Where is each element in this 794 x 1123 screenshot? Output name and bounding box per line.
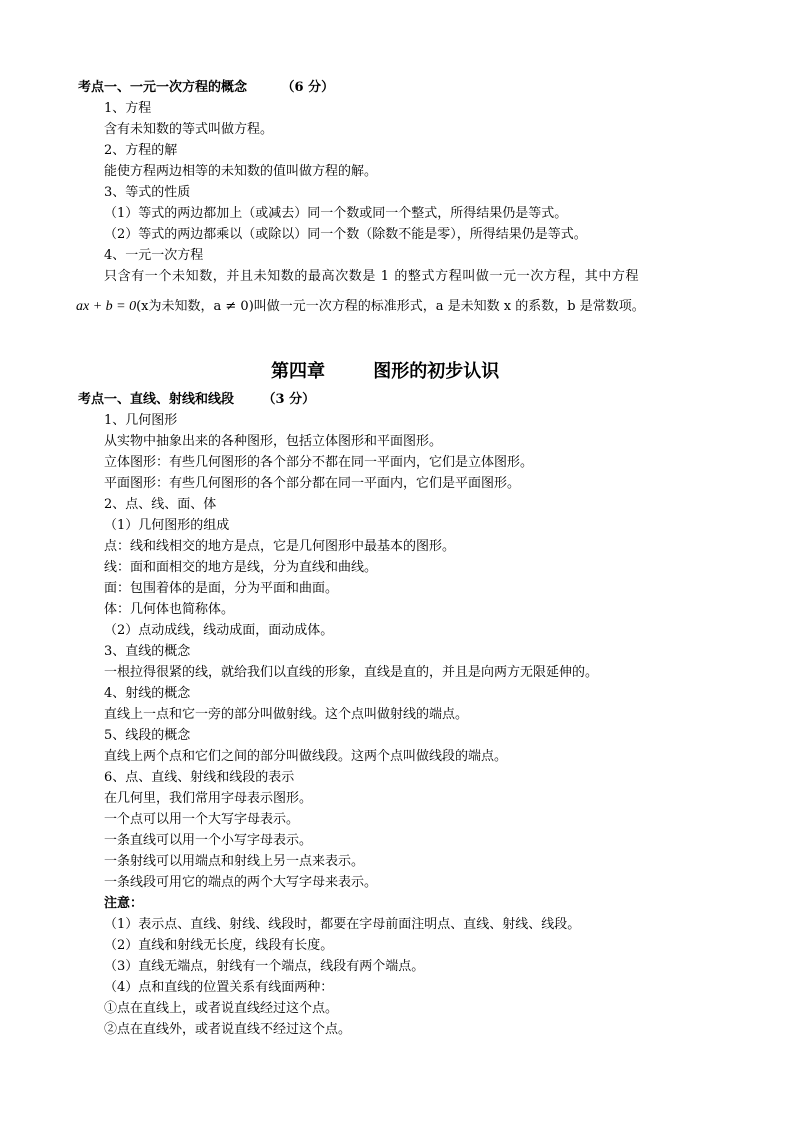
paragraph: 平面图形：有些几何图形的各个部分都在同一平面内，它们是平面图形。 bbox=[104, 476, 521, 491]
chapter-name: 图形的初步认识 bbox=[373, 361, 500, 382]
subheading-equation-solution: 2、方程的解 bbox=[104, 143, 178, 158]
note-item: （1）表示点、直线、射线、线段时，都要在字母前面注明点、直线、射线、线段。 bbox=[104, 917, 581, 932]
paragraph: （2）点动成线，线动成面，面动成体。 bbox=[104, 623, 334, 638]
subheading-ray-concept: 4、射线的概念 bbox=[104, 686, 191, 701]
note-item: ①点在直线上，或者说直线经过这个点。 bbox=[104, 1001, 339, 1016]
section-heading-text: 考点一、一元一次方程的概念 bbox=[78, 80, 248, 95]
section-heading-equation-concept bbox=[78, 78, 334, 97]
paragraph: 线：面和面相交的地方是线，分为直线和曲线。 bbox=[104, 560, 378, 575]
section-heading-lines-rays-segments bbox=[78, 390, 315, 409]
subheading-geometric-figures: 1、几何图形 bbox=[104, 413, 178, 428]
section-score: （3 分） bbox=[262, 392, 316, 407]
note-label: 注意： bbox=[104, 896, 144, 911]
paragraph: 直线上两个点和它们之间的部分叫做线段。这两个点叫做线段的端点。 bbox=[104, 749, 508, 764]
paragraph: 一根拉得很紧的线，就给我们以直线的形象，直线是直的，并且是向两方无限延伸的。 bbox=[104, 665, 599, 680]
paragraph: 体：几何体也简称体。 bbox=[104, 602, 235, 617]
paragraph: 点：线和线相交的地方是点，它是几何图形中最基本的图形。 bbox=[104, 539, 456, 554]
paragraph: 能使方程两边相等的未知数的值叫做方程的解。 bbox=[104, 164, 378, 179]
paragraph: 直线上一点和它一旁的部分叫做射线。这个点叫做射线的端点。 bbox=[104, 707, 469, 722]
paragraph: 从实物中抽象出来的各种图形，包括立体图形和平面图形。 bbox=[104, 434, 443, 449]
chapter-title bbox=[271, 357, 499, 383]
subheading-line-concept: 3、直线的概念 bbox=[104, 644, 191, 659]
note-item: （4）点和直线的位置关系有线面两种： bbox=[104, 980, 334, 995]
section-score: （6 分） bbox=[281, 80, 335, 95]
paragraph: 一条直线可以用一个小写字母表示。 bbox=[104, 833, 313, 848]
paragraph: （2）等式的两边都乘以（或除以）同一个数（除数不能是零），所得结果仍是等式。 bbox=[104, 227, 587, 242]
subheading-point-line-surface-solid: 2、点、线、面、体 bbox=[104, 497, 217, 512]
subheading-segment-concept: 5、线段的概念 bbox=[104, 728, 191, 743]
paragraph: 只含有一个未知数，并且未知数的最高次数是 1 的整式方程叫做一元一次方程，其中方程 bbox=[104, 269, 640, 284]
paragraph: 一个点可以用一个大写字母表示。 bbox=[104, 812, 300, 827]
note-item: （2）直线和射线无长度，线段有长度。 bbox=[104, 938, 334, 953]
paragraph: 面：包围着体的是面，分为平面和曲面。 bbox=[104, 581, 339, 596]
equation-paragraph bbox=[76, 297, 645, 316]
paragraph: 含有未知数的等式叫做方程。 bbox=[104, 122, 274, 137]
subheading-equality-properties: 3、等式的性质 bbox=[104, 185, 191, 200]
paragraph: 在几何里，我们常用字母表示图形。 bbox=[104, 791, 313, 806]
paragraph: 一条射线可以用端点和射线上另一点来表示。 bbox=[104, 854, 365, 869]
paragraph: （1）等式的两边都加上（或减去）同一个数或同一个整式，所得结果仍是等式。 bbox=[104, 206, 568, 221]
paragraph: 一条线段可用它的端点的两个大写字母来表示。 bbox=[104, 875, 378, 890]
equation-description: (x为未知数，a ≠ 0)叫做一元一次方程的标准形式，a 是未知数 x 的系数，b 是常数项。 bbox=[136, 299, 645, 314]
subheading-equation: 1、方程 bbox=[104, 101, 152, 116]
subheading-linear-equation: 4、一元一次方程 bbox=[104, 248, 204, 263]
note-item: （3）直线无端点，射线有一个端点，线段有两个端点。 bbox=[104, 959, 425, 974]
paragraph: （1）几何图形的组成 bbox=[104, 518, 230, 533]
section-heading-text: 考点一、直线、射线和线段 bbox=[78, 392, 235, 407]
equation-formula: ax + b = 0 bbox=[76, 299, 137, 314]
note-item: ②点在直线外，或者说直线不经过这个点。 bbox=[104, 1022, 352, 1037]
paragraph: 立体图形：有些几何图形的各个部分不都在同一平面内，它们是立体图形。 bbox=[104, 455, 534, 470]
subheading-notation: 6、点、直线、射线和线段的表示 bbox=[104, 770, 295, 785]
chapter-label: 第四章 bbox=[271, 361, 325, 382]
